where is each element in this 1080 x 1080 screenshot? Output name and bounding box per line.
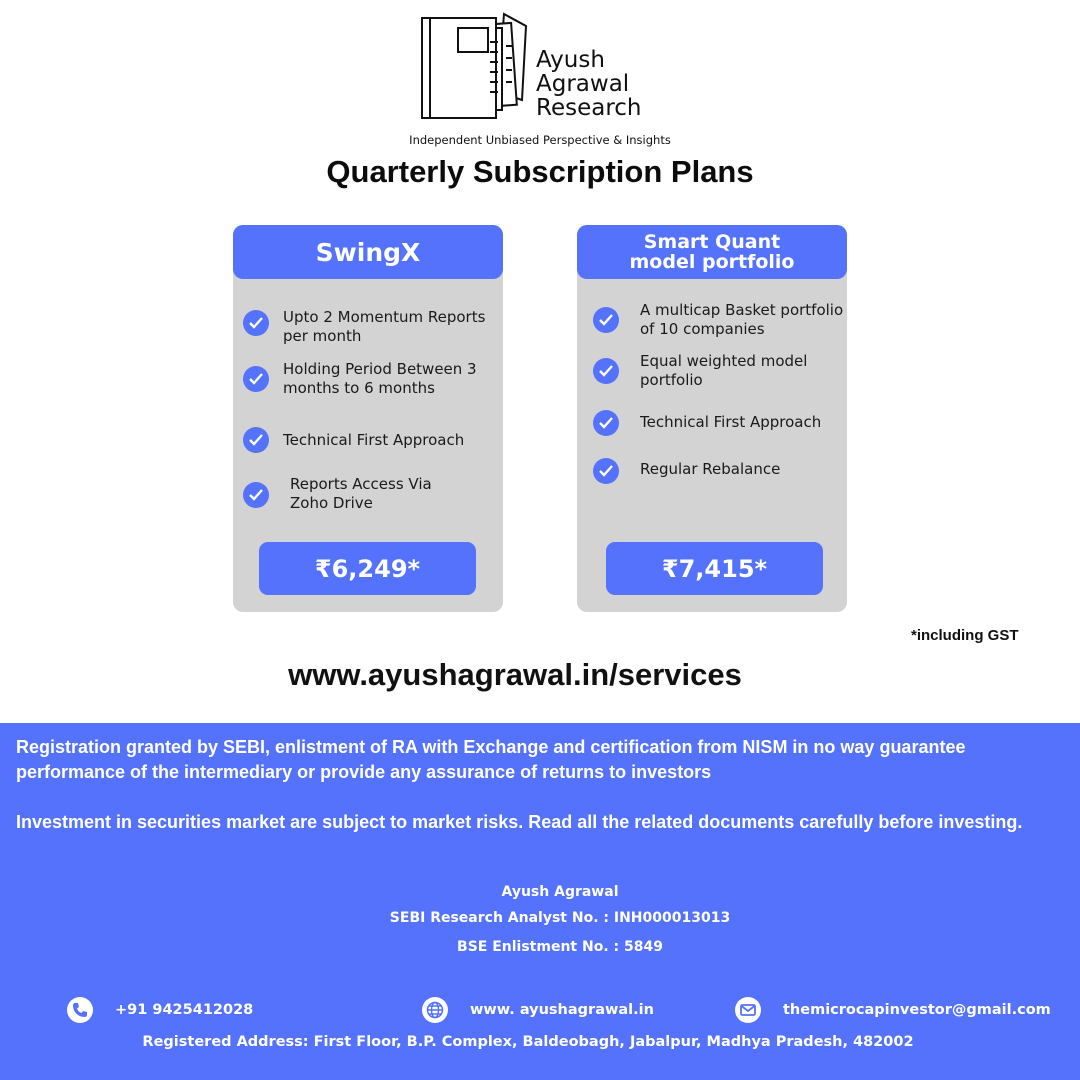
email-address: themicrocapinvestor@gmail.com [783,1002,1051,1018]
mail-icon [735,997,761,1023]
bse-enlistment: BSE Enlistment No. : 5849 [457,939,663,955]
brand-name-line-3: Research [536,95,642,121]
check-icon [243,366,269,392]
brand-name-line-1: Ayush [536,47,605,73]
analyst-name: Ayush Agrawal [501,884,619,900]
page-title: Quarterly Subscription Plans [326,154,754,189]
plan-feature-text: Technical First Approach [283,431,465,449]
sebi-registration: SEBI Research Analyst No. : INH000013013 [389,910,731,926]
brand-tagline: Independent Unbiased Perspective & Insights [409,133,671,147]
check-icon [243,427,269,453]
check-icon [593,458,619,484]
plan-price-button[interactable]: ₹7,415* [606,542,823,595]
plan-name: SwingX [233,225,503,279]
plan-feature-text: Technical First Approach [640,413,822,431]
registered-address: Registered Address: First Floor, B.P. Complex, Baldeobagh, Jabalpur, Madhya Pradesh, 482002 [142,1034,914,1050]
globe-icon [422,997,448,1023]
plan-card-smart-quant [577,225,847,612]
check-icon [243,310,269,336]
phone-icon [67,997,93,1023]
phone-number: +91 9425412028 [115,1002,254,1018]
contact-website[interactable] [422,997,654,1023]
check-icon [593,307,619,333]
plan-name [577,225,847,279]
disclaimer-registration: Registration granted by SEBI, enlistment of RA with Exchange and certification from NISM in no way guarantee performance of the intermediary or provide any assurance of returns to investors [16,737,966,782]
services-url[interactable]: www.ayushagrawal.in/services [288,657,742,692]
plan-feature-text: Regular Rebalance [640,460,781,478]
plan-feature-text: Equal weighted model portfolio [640,352,808,389]
contact-phone[interactable] [67,997,253,1023]
plan-name-text: Smart Quant model portfolio [629,231,795,273]
check-icon [593,410,619,436]
brand-logo [418,12,658,124]
document-stack-icon [418,12,538,124]
plan-feature-text: Reports Access Via Zoho Drive [290,475,432,512]
brand-name-line-2: Agrawal [536,71,630,97]
plan-feature-text: Upto 2 Momentum Reports per month [283,308,486,345]
website-link: www. ayushagrawal.in [470,1002,654,1018]
plan-card-swingx [233,225,503,612]
plan-feature-text: A multicap Basket portfolio of 10 companies [640,301,844,338]
check-icon [593,358,619,384]
check-icon [243,482,269,508]
brand-name [536,48,642,120]
plan-feature-text: Holding Period Between 3 months to 6 months [283,360,477,397]
disclaimer-footer [0,723,1080,1080]
gst-note: *including GST [911,627,1019,644]
disclaimer-market-risk: Investment in securities market are subject to market risks. Read all the related documents carefully before investing. [16,812,1023,832]
contact-email[interactable] [735,997,1051,1023]
plan-price-button[interactable]: ₹6,249* [259,542,476,595]
